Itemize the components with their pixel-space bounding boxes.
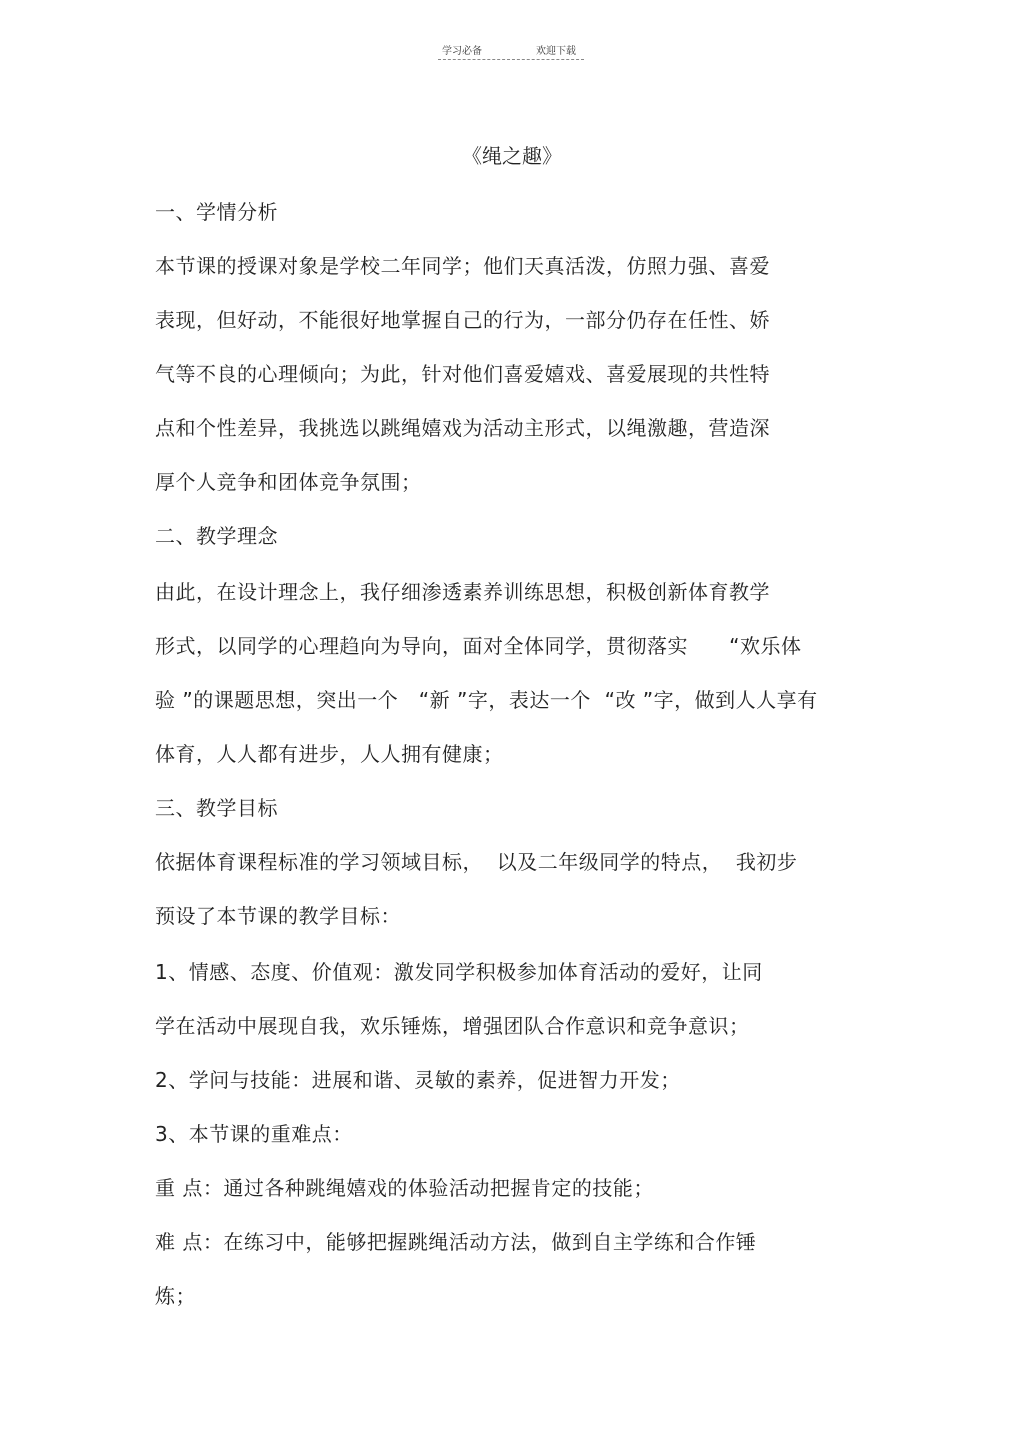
paragraph-line: 炼； [155,1284,196,1308]
header-divider [438,59,584,60]
paragraph-line: 气等不良的心理倾向；为此，针对他们喜爱嬉戏、喜爱展现的共性特 [155,362,770,386]
list-item: 2、学问与技能：进展和谐、灵敏的素养，促进智力开发； [155,1068,681,1092]
paragraph-line: 厚个人竞争和团体竞争氛围； [155,470,422,494]
list-item: 1、情感、态度、价值观：激发同学积极参加体育活动的爱好，让同 [155,960,763,984]
paragraph-line: 重 点：通过各种跳绳嬉戏的体验活动把握肯定的技能； [155,1176,654,1200]
section-heading: 二、教学理念 [155,524,278,548]
paragraph-line: 点和个性差异，我挑选以跳绳嬉戏为活动主形式，以绳激趣，营造深 [155,416,770,440]
header-left-text: 学习必备 [442,46,482,57]
paragraph-line: 验 ”的课题思想，突出一个 “新 ”字，表达一个 “改 ”字，做到人人享有 [155,688,818,712]
paragraph-line: 学在活动中展现自我，欢乐锤炼，增强团队合作意识和竞争意识； [155,1014,750,1038]
section-heading: 三、教学目标 [155,796,278,820]
header-right-text: 欢迎下载 [536,46,576,57]
paragraph-line: 难 点：在练习中，能够把握跳绳活动方法，做到自主学练和合作锤 [155,1230,757,1254]
document-title: 《绳之趣》 [462,144,562,168]
paragraph-line: 表现，但好动，不能很好地掌握自己的行为，一部分仍存在任性、娇 [155,308,770,332]
paragraph-line: 由此，在设计理念上，我仔细渗透素养训练思想，积极创新体育教学 [155,580,770,604]
paragraph-line: 依据体育课程标准的学习领域目标， 以及二年级同学的特点， 我初步 [155,850,798,874]
list-item: 3、本节课的重难点： [155,1122,353,1146]
section-heading: 一、学情分析 [155,200,278,224]
paragraph-line: 预设了本节课的教学目标： [155,904,401,928]
page-header [0,42,1024,64]
paragraph-line: 体育，人人都有进步，人人拥有健康； [155,742,504,766]
paragraph-line: 本节课的授课对象是学校二年同学；他们天真活泼，仿照力强、喜爱 [155,254,770,278]
paragraph-line: 形式，以同学的心理趋向为导向，面对全体同学，贯彻落实 “欢乐体 [155,634,802,658]
